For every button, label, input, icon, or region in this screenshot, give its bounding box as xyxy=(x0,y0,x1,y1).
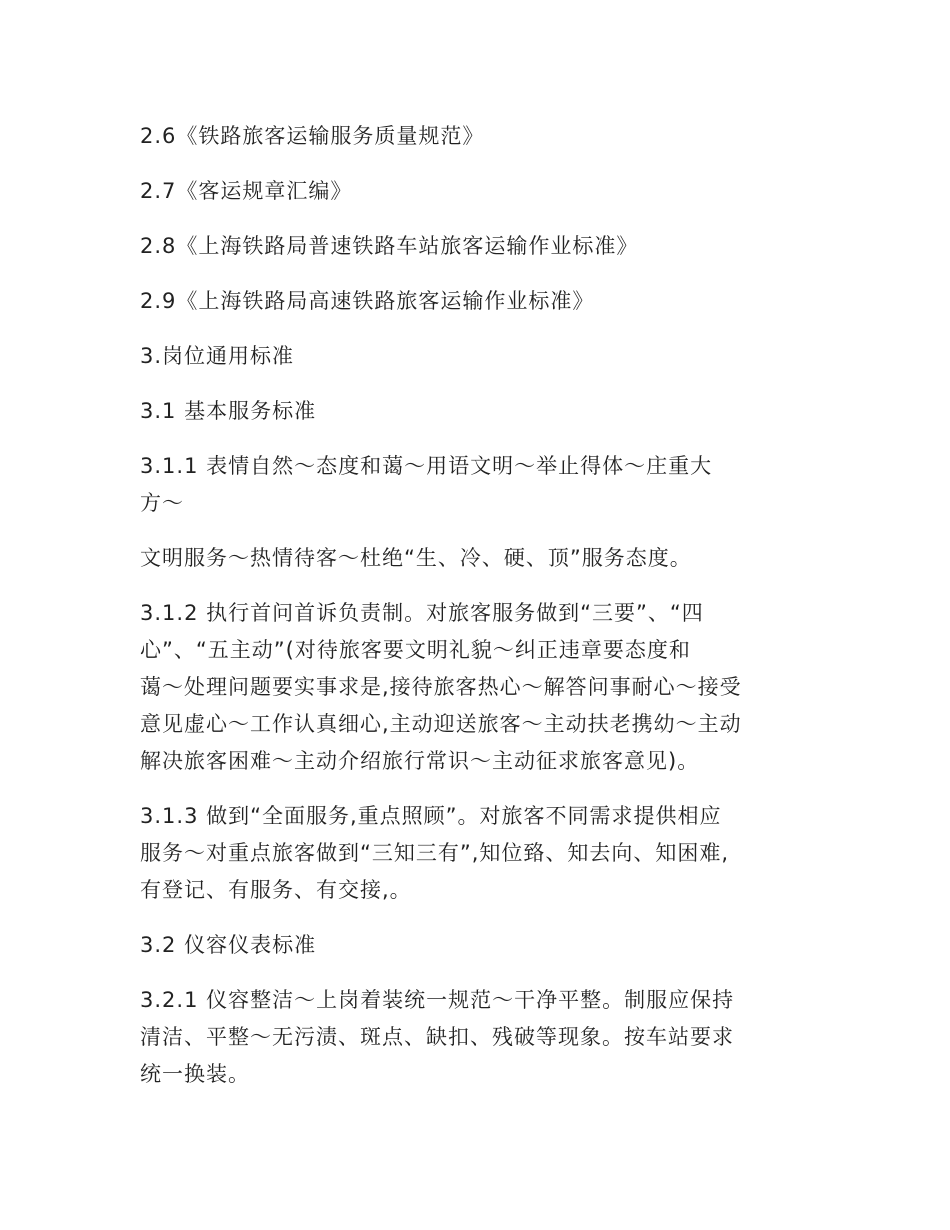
text-line: 2.6《铁路旅客运输服务质量规范》 xyxy=(140,124,485,148)
text-line: 3.1.3 做到“全面服务,重点照顾”。对旅客不同需求提供相应 xyxy=(140,804,722,828)
text-line: 蔼～处理问题要实事求是,接待旅客热心～解答问事耐心～接受 xyxy=(140,675,742,699)
section-heading-3 xyxy=(140,338,840,375)
text-line: 文明服务～热情待客～杜绝“生、冷、硬、顶”服务态度。 xyxy=(140,546,692,570)
text-line: 清洁、平整～无污渍、斑点、缺扣、残破等现象。按车站要求 xyxy=(140,1025,734,1049)
paragraph-3-2-1 xyxy=(140,982,840,1093)
document-page xyxy=(140,118,840,1111)
paragraph-2-9 xyxy=(140,283,840,320)
text-line: 有登记、有服务、有交接,。 xyxy=(140,878,412,902)
text-line: 3.2 仪容仪表标准 xyxy=(140,933,317,957)
paragraph-3-1-3 xyxy=(140,798,840,909)
text-line: 2.9《上海铁路局高速铁路旅客运输作业标准》 xyxy=(140,289,595,313)
paragraph-2-7 xyxy=(140,173,840,210)
text-line: 2.7《客运规章汇编》 xyxy=(140,179,353,203)
paragraph-3-1-1 xyxy=(140,448,840,522)
text-line: 2.8《上海铁路局普速铁路车站旅客运输作业标准》 xyxy=(140,234,639,258)
paragraph-2-6 xyxy=(140,118,840,155)
section-heading-3-1 xyxy=(140,393,840,430)
text-line: 统一换装。 xyxy=(140,1062,250,1086)
section-heading-3-2 xyxy=(140,927,840,964)
paragraph-2-8 xyxy=(140,228,840,265)
paragraph-3-1-1-continued xyxy=(140,540,840,577)
text-line: 服务～对重点旅客做到“三知三有”,知位臵、知去向、知困难, xyxy=(140,841,730,865)
text-line: 3.1.2 执行首问首诉负责制。对旅客服务做到“三要”、“四 xyxy=(140,601,704,625)
text-line: 解决旅客困难～主动介绍旅行常识～主动征求旅客意见)。 xyxy=(140,749,700,773)
text-line: 心”、“五主动”(对待旅客要文明礼貌～纠正违章要态度和 xyxy=(140,638,691,662)
text-line: 3.2.1 仪容整洁～上岗着装统一规范～干净平整。制服应保持 xyxy=(140,988,735,1012)
text-line: 意见虚心～工作认真细心,主动迎送旅客～主动扶老携幼～主动 xyxy=(140,712,742,736)
text-line: 3.1 基本服务标准 xyxy=(140,399,317,423)
text-line: 方～ xyxy=(140,491,184,515)
text-line: 3.1.1 表情自然～态度和蔼～用语文明～举止得体～庄重大 xyxy=(140,454,713,478)
paragraph-3-1-2 xyxy=(140,595,840,780)
text-line: 3.岗位通用标准 xyxy=(140,344,295,368)
